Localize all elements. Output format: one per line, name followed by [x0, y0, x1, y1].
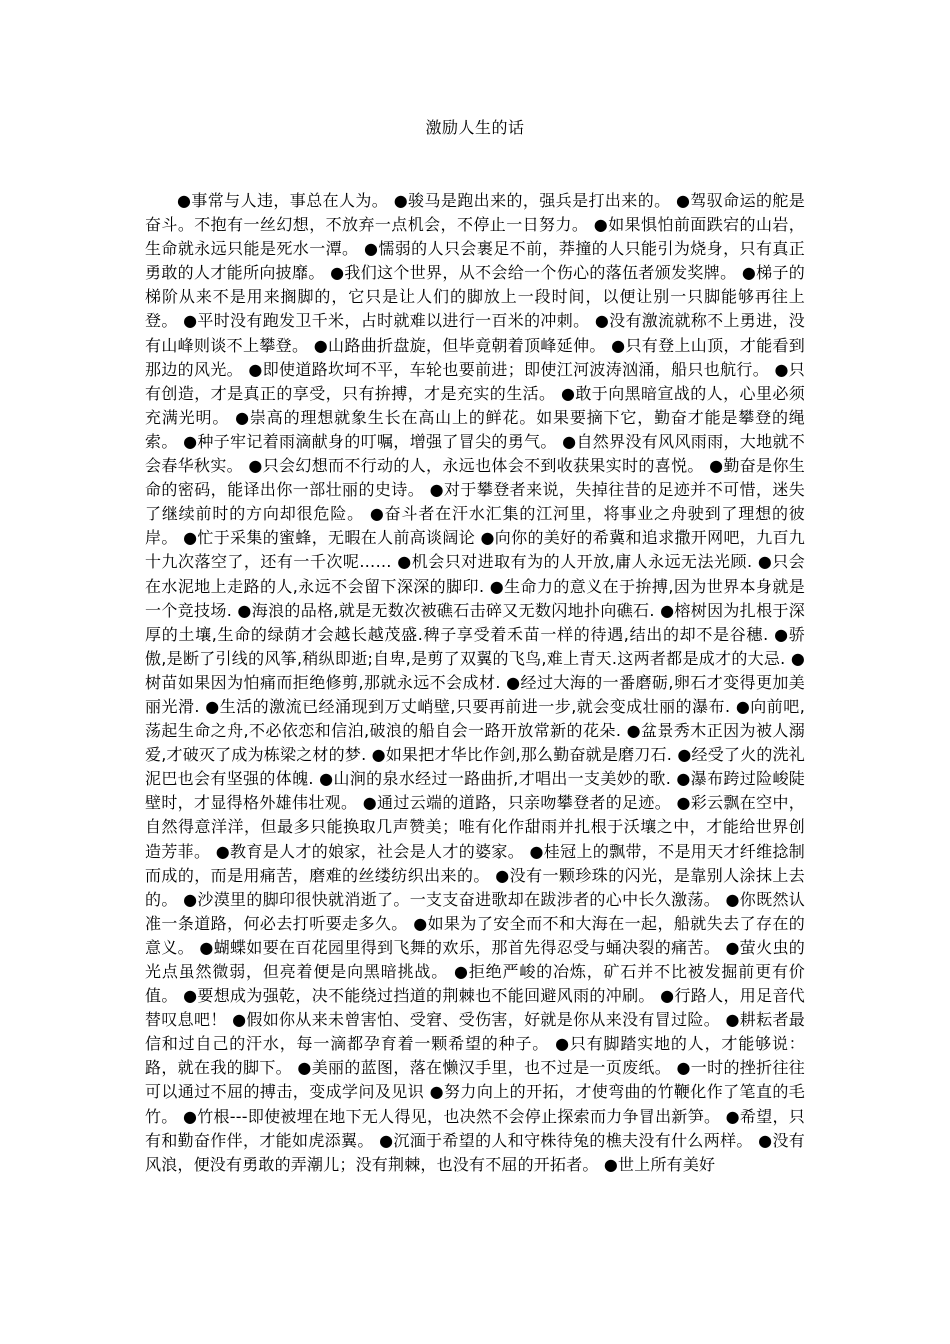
document-body-paragraph: ●事常与人违，事总在人为。 ●骏马是跑出来的，强兵是打出来的。 ●驾驭命运的舵是奋斗。不抱有一丝幻想，不放弃一点机会，不停止一日努力。 ●如果惧怕前面跌宕的山岩，生命就永远只能是死水一潭。 ●懦弱的人只会裹足不前，莽撞的人只能引为烧身，只有真正勇敢的人才能所向披靡。 ●我们这个世界，从不会给一个伤心的落伍者颁发奖牌。 ●梯子的梯阶从来不是用来搁脚的，它只是让人们的脚放上一段时间，以便让别一只脚能够再往上登。 ●平时没有跑发卫千米，占时就难以进行一百米的冲刺。 ●没有激流就称不上勇进，没有山峰则谈不上攀登。 ●山路曲折盘旋，但毕竟朝着顶峰延伸。 ●只有登上山顶，才能看到那边的风光。 ●即使道路坎坷不平，车轮也要前进；即使江河波涛汹涌，船只也航行。 ●只有创造，才是真正的享受，只有拚搏，才是充实的生活。 ●敢于向黑暗宣战的人，心里必须充满光明。 ●崇高的理想就象生长在高山上的鲜花。如果要摘下它，勤奋才能是攀登的绳索。 ●种子牢记着雨滴献身的叮嘱，增强了冒尖的勇气。 ●自然界没有风风雨雨，大地就不会春华秋实。 ●只会幻想而不行动的人，永远也体会不到收获果实时的喜悦。 ●勤奋是你生命的密码，能译出你一部壮丽的史诗。 ●对于攀登者来说，失掉往昔的足迹并不可惜，迷失了继续前时的方向却很危险。 ●奋斗者在汗水汇集的江河里，将事业之舟驶到了理想的彼岸。 ●忙于采集的蜜蜂，无暇在人前高谈阔论 ●向你的美好的希冀和追求撒开网吧，九百九十九次落空了，还有一千次呢…… ●机会只对进取有为的人开放,庸人永远无法光顾. ●只会在水泥地上走路的人,永远不会留下深深的脚印. ●生命力的意义在于拚搏,因为世界本身就是一个竞技场. ●海浪的品格,就是无数次被礁石击碎又无数闪地扑向礁石. ●榕树因为扎根于深厚的土壤,生命的绿荫才会越长越茂盛.稗子享受着禾苗一样的待遇,结出的却不是谷穗. ●骄傲,是断了引线的风筝,稍纵即逝;自卑,是剪了双翼的飞鸟,难上青天.这两者都是成才的大忌. ●树苗如果因为怕痛而拒绝修剪,那就永远不会成材. ●经过大海的一番磨砺,卵石才变得更加美丽光滑. ●生活的激流已经涌现到万丈峭壁,只要再前进一步,就会变成壮丽的瀑布. ●向前吧,荡起生命之舟,不必依恋和信泊,破浪的船自会一路开放常新的花朵. ●盆景秀木正因为被人溺爱,才破灭了成为栋梁之材的梦. ●如果把才华比作剑,那么勤奋就是磨刀石. ●经受了火的洗礼泥巴也会有坚强的体魄. ●山涧的泉水经过一路曲折,才唱出一支美妙的歌. ●瀑布跨过险峻陡壁时，才显得格外雄伟壮观。 ●通过云端的道路，只亲吻攀登者的足迹。 ●彩云飘在空中，自然得意洋洋，但最多只能换取几声赞美；唯有化作甜雨并扎根于沃壤之中，才能给世界创造芳菲。 ●教育是人才的娘家，社会是人才的婆家。 ●桂冠上的飘带，不是用天才纤维捻制而成的，而是用痛苦，磨难的丝缕纺织出来的。 ●没有一颗珍珠的闪光，是靠别人涂抹上去的。 ●沙漠里的脚印很快就消逝了。一支支奋进歌却在跋涉者的心中长久激荡。 ●你既然认准一条道路，何必去打听要走多久。 ●如果为了安全而不和大海在一起，船就失去了存在的意义。 ●蝴蝶如要在百花园里得到飞舞的欢乐，那首先得忍受与蛹决裂的痛苦。 ●萤火虫的光点虽然微弱，但亮着便是向黑暗挑战。 ●拒绝严峻的冶炼，矿石并不比被发掘前更有价值。 ●要想成为强乾，决不能绕过挡道的荆棘也不能回避风雨的冲刷。 ●行路人，用足音代替叹息吧！ ●假如你从来未曾害怕、受窘、受伤害，好就是你从来没有冒过险。 ●耕耘者最信和过自己的汗水，每一滴都孕育着一颗希望的种子。 ●只有脚踏实地的人，才能够说：路，就在我的脚下。 ●美丽的蓝图，落在懒汉手里，也不过是一页废纸。 ●一时的挫折往往可以通过不屈的搏击，变成学问及见识 ●努力向上的开拓，才使弯曲的竹鞭化作了笔直的毛竹。 ●竹根---即使被埋在地下无人得见，也决然不会停止探索而力争冒出新笋。 ●希望，只有和勤奋作伴，才能如虎添翼。 ●沉湎于希望的人和守株待兔的樵夫没有什么两样。 ●没有风浪，便没有勇敢的弄潮儿；没有荆棘，也没有不屈的开拓者。 ●世上所有美好 — [145, 191, 805, 1174]
document-title: 激励人生的话 — [425, 118, 525, 137]
